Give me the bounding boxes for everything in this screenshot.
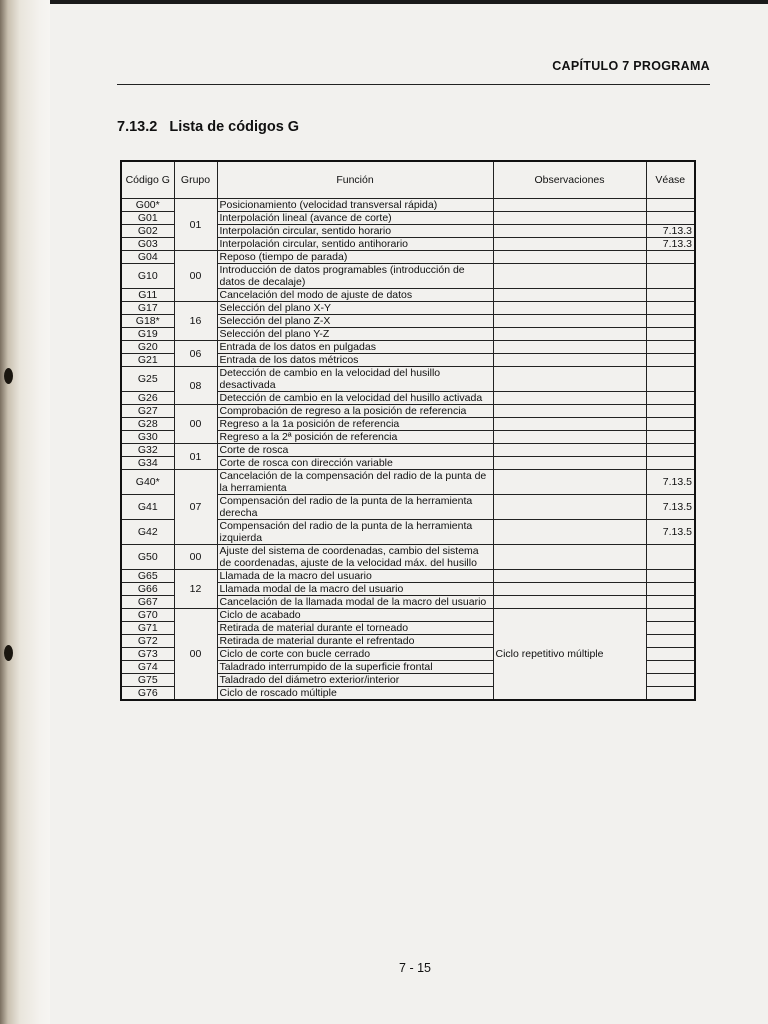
function-cell: Llamada modal de la macro del usuario (217, 583, 493, 596)
group-cell: 00 (174, 251, 217, 302)
code-cell: G17 (121, 302, 174, 315)
code-cell: G75 (121, 674, 174, 687)
function-cell: Corte de rosca (217, 444, 493, 457)
function-cell: Introducción de datos programables (introducción de datos de decalaje) (217, 264, 493, 289)
code-cell: G04 (121, 251, 174, 264)
function-cell: Retirada de material durante el torneado (217, 622, 493, 635)
code-cell: G11 (121, 289, 174, 302)
section-number: 7.13.2 (117, 119, 158, 135)
code-cell: G19 (121, 328, 174, 341)
see-cell (646, 609, 695, 622)
observation-cell (493, 444, 646, 457)
code-cell: G28 (121, 418, 174, 431)
see-cell: 7.13.3 (646, 225, 695, 238)
group-cell: 08 (174, 367, 217, 405)
chapter-header: CAPÍTULO 7 PROGRAMA (552, 59, 710, 73)
observation-cell (493, 367, 646, 392)
see-cell (646, 264, 695, 289)
code-cell: G74 (121, 661, 174, 674)
observation-cell (493, 354, 646, 367)
group-cell: 00 (174, 545, 217, 570)
section-title-text: Lista de códigos G (169, 119, 300, 135)
book-binding-shadow (0, 0, 50, 1024)
see-cell (646, 635, 695, 648)
observation-cell (493, 545, 646, 570)
see-cell (646, 444, 695, 457)
code-cell: G76 (121, 687, 174, 701)
code-cell: G73 (121, 648, 174, 661)
observation-cell (493, 341, 646, 354)
function-cell: Interpolación circular, sentido horario (217, 225, 493, 238)
see-cell (646, 545, 695, 570)
see-cell: 7.13.5 (646, 520, 695, 545)
function-cell: Selección del plano Z-X (217, 315, 493, 328)
code-cell: G27 (121, 405, 174, 418)
section-title (117, 119, 299, 135)
see-cell (646, 596, 695, 609)
observation-cell (493, 302, 646, 315)
code-cell: G50 (121, 545, 174, 570)
see-cell (646, 367, 695, 392)
header-observations: Observaciones (493, 161, 646, 199)
code-cell: G25 (121, 367, 174, 392)
function-cell: Ajuste del sistema de coordenadas, cambio del sistema de coordenadas, ajuste de la velocidad máx. del husillo (217, 545, 493, 570)
function-cell: Compensación del radio de la punta de la herramienta derecha (217, 495, 493, 520)
code-cell: G65 (121, 570, 174, 583)
observation-cell-multiple-cycle: Ciclo repetitivo múltiple (493, 609, 646, 701)
code-cell: G71 (121, 622, 174, 635)
see-cell (646, 431, 695, 444)
see-cell (646, 251, 695, 264)
function-cell: Selección del plano Y-Z (217, 328, 493, 341)
observation-cell (493, 264, 646, 289)
header-rule (117, 84, 710, 85)
see-cell (646, 622, 695, 635)
function-cell: Ciclo de acabado (217, 609, 493, 622)
function-cell: Reposo (tiempo de parada) (217, 251, 493, 264)
code-cell: G34 (121, 457, 174, 470)
function-cell: Detección de cambio en la velocidad del husillo activada (217, 392, 493, 405)
see-cell (646, 418, 695, 431)
table-header-row (121, 161, 695, 199)
function-cell: Llamada de la macro del usuario (217, 570, 493, 583)
function-cell: Compensación del radio de la punta de la herramienta izquierda (217, 520, 493, 545)
observation-cell (493, 289, 646, 302)
code-cell: G03 (121, 238, 174, 251)
table-row (121, 199, 695, 212)
observation-cell (493, 583, 646, 596)
observation-cell (493, 405, 646, 418)
function-cell: Taladrado del diámetro exterior/interior (217, 674, 493, 687)
see-cell (646, 212, 695, 225)
see-cell (646, 289, 695, 302)
see-cell (646, 661, 695, 674)
table-row (121, 444, 695, 457)
header-code: Código G (121, 161, 174, 199)
observation-cell (493, 392, 646, 405)
table-row (121, 470, 695, 495)
see-cell (646, 687, 695, 701)
see-cell: 7.13.5 (646, 495, 695, 520)
header-see: Véase (646, 161, 695, 199)
code-cell: G30 (121, 431, 174, 444)
function-cell: Cancelación del modo de ajuste de datos (217, 289, 493, 302)
function-cell: Detección de cambio en la velocidad del husillo desactivada (217, 367, 493, 392)
function-cell: Cancelación de la compensación del radio de la punta de la herramienta (217, 470, 493, 495)
group-cell: 16 (174, 302, 217, 341)
function-cell: Retirada de material durante el refrentado (217, 635, 493, 648)
function-cell: Entrada de los datos en pulgadas (217, 341, 493, 354)
see-cell: 7.13.5 (646, 470, 695, 495)
observation-cell (493, 199, 646, 212)
observation-cell (493, 315, 646, 328)
observation-cell (493, 225, 646, 238)
see-cell (646, 405, 695, 418)
punch-hole (4, 645, 13, 661)
function-cell: Corte de rosca con dirección variable (217, 457, 493, 470)
function-cell: Selección del plano X-Y (217, 302, 493, 315)
group-cell: 00 (174, 405, 217, 444)
code-cell: G20 (121, 341, 174, 354)
code-cell: G21 (121, 354, 174, 367)
code-cell: G01 (121, 212, 174, 225)
table-row (121, 302, 695, 315)
page-number: 7 - 15 (399, 961, 431, 975)
see-cell (646, 570, 695, 583)
see-cell (646, 302, 695, 315)
see-cell (646, 648, 695, 661)
function-cell: Regreso a la 2ª posición de referencia (217, 431, 493, 444)
function-cell: Ciclo de roscado múltiple (217, 687, 493, 701)
observation-cell (493, 520, 646, 545)
observation-cell (493, 570, 646, 583)
group-cell: 01 (174, 199, 217, 251)
group-cell: 07 (174, 470, 217, 545)
code-cell: G42 (121, 520, 174, 545)
function-cell: Posicionamiento (velocidad transversal rápida) (217, 199, 493, 212)
code-cell: G66 (121, 583, 174, 596)
group-cell: 01 (174, 444, 217, 470)
table-row (121, 609, 695, 622)
see-cell (646, 199, 695, 212)
group-cell: 06 (174, 341, 217, 367)
header-group: Grupo (174, 161, 217, 199)
observation-cell (493, 251, 646, 264)
observation-cell (493, 212, 646, 225)
code-cell: G26 (121, 392, 174, 405)
code-cell: G00* (121, 199, 174, 212)
see-cell (646, 315, 695, 328)
function-cell: Taladrado interrumpido de la superficie frontal (217, 661, 493, 674)
see-cell (646, 354, 695, 367)
code-cell: G18* (121, 315, 174, 328)
observation-cell (493, 238, 646, 251)
header-function: Función (217, 161, 493, 199)
table-row (121, 341, 695, 354)
table-row (121, 405, 695, 418)
code-cell: G72 (121, 635, 174, 648)
code-cell: G32 (121, 444, 174, 457)
code-cell: G70 (121, 609, 174, 622)
observation-cell (493, 418, 646, 431)
see-cell (646, 341, 695, 354)
see-cell (646, 674, 695, 687)
function-cell: Comprobación de regreso a la posición de referencia (217, 405, 493, 418)
g-code-table (120, 160, 696, 701)
code-cell: G67 (121, 596, 174, 609)
see-cell (646, 583, 695, 596)
table-row (121, 367, 695, 392)
observation-cell (493, 431, 646, 444)
function-cell: Regreso a la 1a posición de referencia (217, 418, 493, 431)
top-edge (50, 0, 768, 4)
code-cell: G41 (121, 495, 174, 520)
function-cell: Interpolación circular, sentido antihorario (217, 238, 493, 251)
see-cell: 7.13.3 (646, 238, 695, 251)
code-cell: G10 (121, 264, 174, 289)
code-cell: G40* (121, 470, 174, 495)
table-row (121, 545, 695, 570)
observation-cell (493, 470, 646, 495)
observation-cell (493, 596, 646, 609)
see-cell (646, 328, 695, 341)
function-cell: Ciclo de corte con bucle cerrado (217, 648, 493, 661)
function-cell: Cancelación de la llamada modal de la macro del usuario (217, 596, 493, 609)
punch-hole (4, 368, 13, 384)
see-cell (646, 457, 695, 470)
observation-cell (493, 495, 646, 520)
observation-cell (493, 457, 646, 470)
function-cell: Entrada de los datos métricos (217, 354, 493, 367)
table-row (121, 251, 695, 264)
table-row (121, 570, 695, 583)
see-cell (646, 392, 695, 405)
observation-cell (493, 328, 646, 341)
code-cell: G02 (121, 225, 174, 238)
group-cell: 12 (174, 570, 217, 609)
group-cell: 00 (174, 609, 217, 701)
function-cell: Interpolación lineal (avance de corte) (217, 212, 493, 225)
